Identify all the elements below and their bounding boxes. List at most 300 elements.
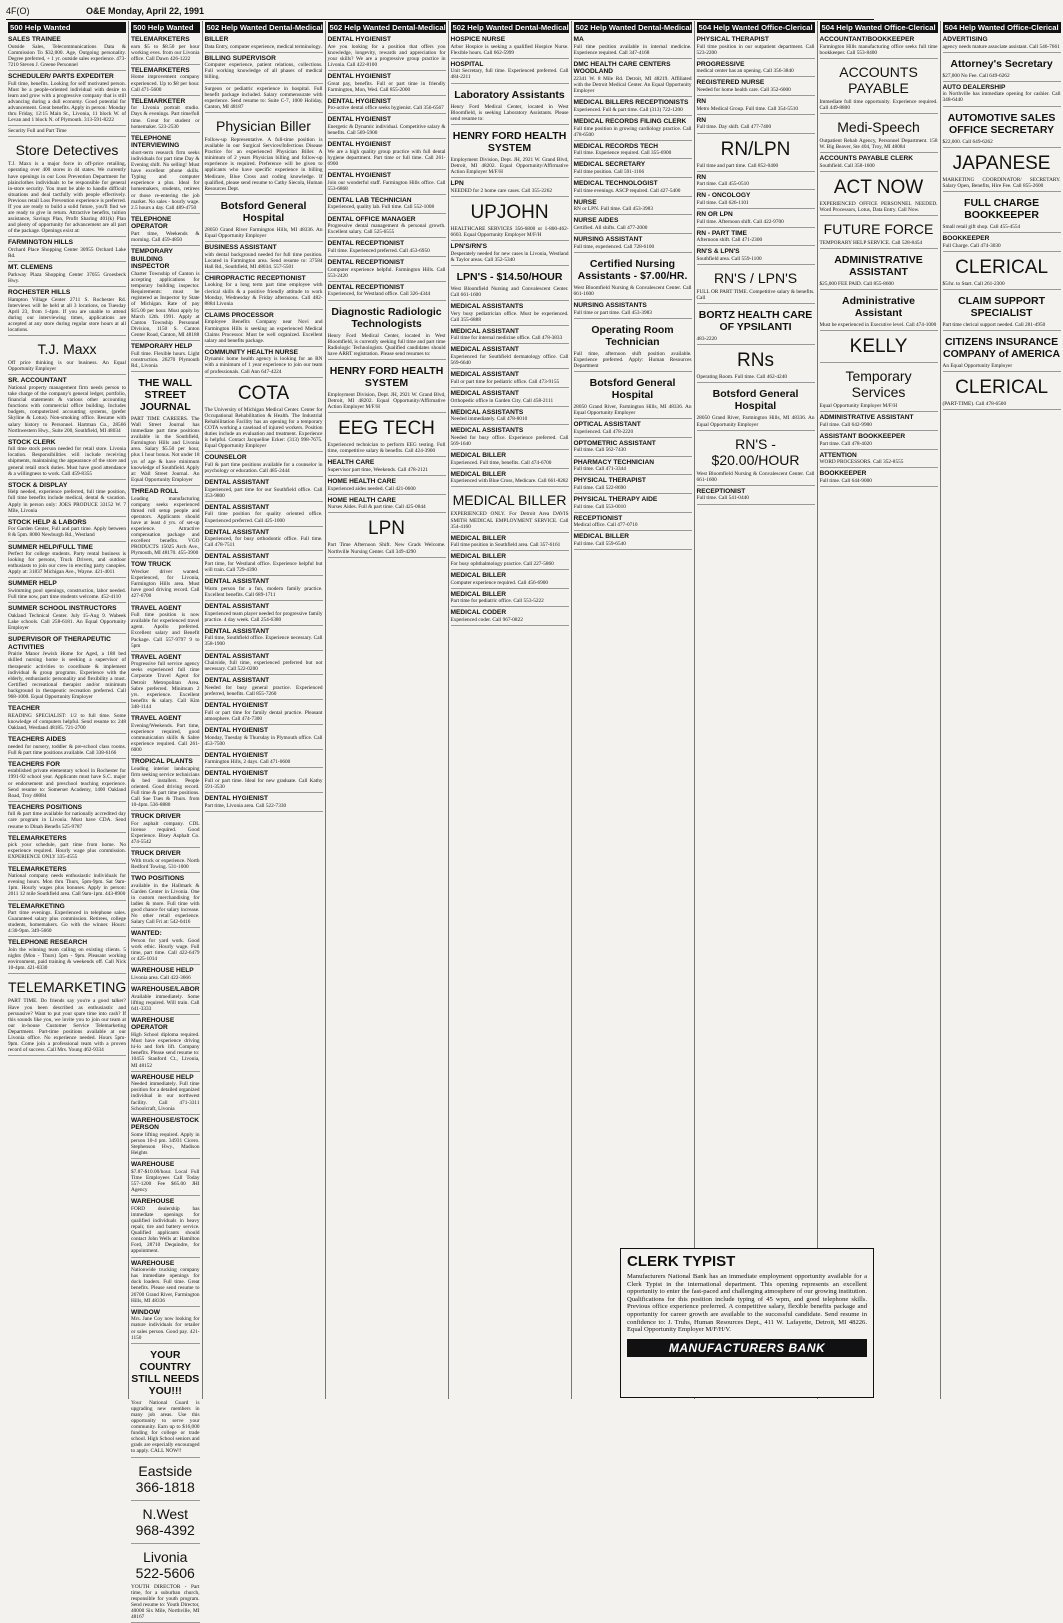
ad-title: SUMMER SCHOOL INSTRUCTORS <box>8 605 117 613</box>
classified-ad <box>820 173 938 216</box>
classified-ad <box>328 496 446 514</box>
ad-body: Computer experience helpful. Farmington Hills. Call 553-2420 <box>327 266 447 279</box>
classified-ad <box>328 140 446 170</box>
ad-body: Full time. Flexible hours. Light construction. 26270 Plymouth Rd., Livonia <box>131 350 201 369</box>
ad-title: Botsford General Hospital <box>589 377 676 401</box>
ad-body: Prairie Manor Jewish Home for Aged, a 188 bed skilled nursing home is seeking a supervisor of therapeutic activities to coordinate & implement individual & group programs. Experience with the elderly, enthusiastic personality and flexibility a must. Certified recreational therapist and/or minimum background in therapeutic recreation preferred. Call 968-1000. Equal Opportunity Employer <box>8 651 128 700</box>
clerk-body: Manufacturers National Bank has an immediate employment opportunity available for a Clerk Typist in the international department. This opening represents an excellent opportunity to enter the fast-paced and challenging atmosphere of our growing institution. Qualifications for this position include typing of 45 wpm, and good telephone skills. Previous office experience preferred. A competitive salary, flexible benefits package and opportunity for career growth are available to the successful candidate. Send resume in confidence to: J. Truhs, Human Resources Dept., 411 W. Lafayette, Detroit, MI 48226. Equal Opportunity Employer M/F/H/V. <box>627 1273 867 1334</box>
ad-title: LPN <box>368 518 405 540</box>
ad-title: PHARMACY TECHNICIAN <box>573 458 654 466</box>
classified-ad <box>131 1073 200 1115</box>
ad-title: TRUCK DRIVER <box>131 813 181 821</box>
classified-ad <box>205 552 323 576</box>
section-header: 502 Help Wanted Dental-Medical <box>329 23 446 32</box>
ad-body: Full time, experienced. Call 728-6100 <box>573 243 655 250</box>
classified-ad <box>574 532 692 550</box>
ad-body: Employee Benefits Company near Novi and Farmington Hills is seeking an experienced Medical Claims Processor. Must be well organized. Excellent salary and benefits package. <box>204 319 324 344</box>
ad-body: PART TIME CAREERS. The Wall Street Journal has immediate part time positions available in the Southfield, Farmington Hills and Livonia area. Salary $5.50 per hour, plus 1 hour bonus. Not under 18 yrs of age & have minimum knowledge of Southfield. Apply at: Wall Street Journal. An Equal Opportunity Employer <box>131 415 201 483</box>
ads-list <box>820 35 938 487</box>
ad-body: Farmington Hills, 2 days. Call 471-0600 <box>204 759 291 766</box>
ad-title: DENTAL ASSISTANT <box>204 479 270 487</box>
classified-ad <box>451 60 569 84</box>
ad-title: LPN'S/RN'S <box>450 243 487 250</box>
ad-body: (PART-TIME). Call 478-6500 <box>942 400 1007 407</box>
ad-body: RN or LPN. Full time. Call 453-3983 <box>573 206 653 213</box>
ad-body: Full time. Call 541-0440 <box>696 495 749 502</box>
ad-body: $7.87-$10.00/hour. Local Full Time Employees Call Today 557-1200 Fee $65.00 JHI Agency <box>131 1168 201 1194</box>
classified-ad <box>820 364 938 412</box>
ad-body: Leading interior landscaping firm seeking service technicians & bed installers. People oriented. Good driving record. Full time & part time positions. Call Sue Tues & Thurs. from 10-4pm. 536-8880 <box>131 765 201 809</box>
column-5 <box>449 21 572 1399</box>
ad-title: DENTAL ASSISTANT <box>204 677 270 685</box>
ad-title: TELEMARKETER <box>131 97 186 105</box>
ad-body: Parkway Plaza Shopping Center 37055 Groesbeck Hwy. <box>8 271 128 284</box>
ad-title: MEDICAL ASSISTANTS <box>450 302 524 310</box>
ad-body: Progressive dental management & personal growth. Excellent salary. Call 525-6555 <box>327 223 447 236</box>
ad-body: Needed immediately. Full time position for a detailed organized individual in our northwest facility. Call 471-3311 Schoolcraft, Livonia <box>131 1081 201 1112</box>
classified-ad <box>131 560 200 602</box>
ad-body: Full or part time. Ideal for new graduate. Call Kathy 591-3530 <box>204 777 324 791</box>
ad-body: Full time. Call 471-3344 <box>573 466 626 473</box>
classified-ad <box>131 1545 200 1623</box>
ad-body: Full time evenings. ASCP required. Call 427-5400 <box>573 187 681 194</box>
classified-ad <box>131 757 200 811</box>
classified-ad <box>205 311 323 347</box>
ad-title: RN <box>696 173 707 181</box>
ad-title: Laboratory Assistants <box>454 88 565 101</box>
classified-ad <box>697 229 815 247</box>
classified-ad <box>131 929 200 965</box>
ad-body: Monday, Tuesday & Thursday in Plymouth office. Call 453-7500 <box>204 734 324 747</box>
classified-ad <box>131 1308 200 1344</box>
ad-title: Store Detectives <box>15 142 119 159</box>
classified-ad <box>574 179 692 197</box>
classified-ad <box>574 35 692 59</box>
ad-body: with dental background needed for full time position. Located in Farmington area. Send resume to: 37584 Hall Rd., Southfield, MI 48034. 557-5501 <box>204 251 324 270</box>
ad-title: HENRY FORD HEALTH SYSTEM <box>329 364 444 389</box>
ad-body: full time stock person needed for retail store. Livonia location. Responsibilities will include receiving shipments, maintaining the appearance of the store and general retail stock duties. Must have good attendance & a willingness to work. Call 459-8355 <box>8 446 128 477</box>
column-1 <box>6 21 129 1399</box>
ad-title: CLERICAL <box>955 376 1049 398</box>
classified-ad <box>574 301 692 319</box>
classified-ad <box>820 60 938 114</box>
ad-title: CLERICAL <box>955 256 1049 278</box>
ad-title: WAREHOUSE/LABOR <box>131 986 200 993</box>
ad-title: BOOKKEEPER <box>942 234 990 242</box>
ad-title: TEACHERS FOR <box>8 760 61 768</box>
ad-title: STOCK HELP & LABORS <box>8 518 87 526</box>
ad-body: Employment Division, Dept. JH, 2921 W. Grand Blvd, Detroit, MI 48202. Equal Opportunity/Affirmative Action Employer M/F/H <box>327 391 447 411</box>
ad-body: High School diploma required. Must have experience driving hi-lo and fork lift. Company benefits. Please send resume to: 10455 Stanford Ct., Livonia, MI 48152 <box>131 1032 201 1069</box>
ad-body: Operating Room. Full time. Call 462-4240 <box>696 374 787 381</box>
classified-ad <box>8 803 126 833</box>
ad-title: MEDICAL ASSISTANT <box>450 371 519 379</box>
ad-title: DENTAL HYGIENIST <box>204 726 269 734</box>
ad-title: DENTAL ASSISTANT <box>204 627 270 635</box>
ad-title: Temporary Services <box>845 368 912 401</box>
classified-ad <box>205 577 323 601</box>
ad-body: Experienced. Call 478-2220 <box>573 428 634 435</box>
classified-ad <box>328 171 446 195</box>
ad-body: Security Full and Part Time <box>8 128 67 135</box>
ad-title: REGISTERED NURSE <box>696 79 765 87</box>
ad-body: NEEDED for 2 home care cases. Call 355-2262 <box>450 187 553 194</box>
ad-title: MEDICAL ASSISTANT <box>450 346 519 354</box>
classified-ad <box>8 579 126 603</box>
classified-ad <box>820 332 938 363</box>
ad-body: Help needed, experience preferred, full time position, full time benefits include medical, dental & vacation. Apply in person only: JOES PRODUCE 33152 W. 7 Mile, Livonia <box>8 489 128 514</box>
ad-title: JAPANESE <box>952 152 1051 174</box>
ad-title: NURSING ASSISTANTS <box>573 302 647 310</box>
ad-title: HOME HEALTH CARE <box>327 478 396 486</box>
ad-title: TELEMARKETERS <box>131 36 190 43</box>
ad-title: TELEPHONE INTERVIEWING <box>131 134 180 150</box>
ad-title: MEDICAL BILLER <box>450 470 507 478</box>
clerk-typist-ad <box>620 1248 874 1398</box>
ad-body: Part time, Weekends & morning. Call 459-4850 <box>131 231 201 244</box>
classified-ad <box>574 514 692 532</box>
ad-title: RNs <box>737 350 774 372</box>
ad-title: HEALTH CARE <box>327 459 375 467</box>
ad-body: T.J. Maxx is a major force in off-price retailing, operating over 400 stores in 44 states. We currently have openings in our Loss Prevention Department for plainclothes individuals to be responsible for general in-store security. You must be able to handle difficult situations and deal tactfully with people effectively. Previous retail Loss Prevention experience is preferred. If you are ready to build a solid future, you'll find we are ready to give in return. Attractive benefits, tuition assistance, Savings Plan, Profit Sharing 401(k) Plan and plenty of opportunity for advancement are all part of the package. Openings exist at: <box>8 161 128 235</box>
ad-body: PART TIME. Do friends say you're a good talker? Have you been described as enthusiastic and persuasive? Want to put your spare time into cash? If this sounds like you, we invite you to join our team at our in-house Customer Service Telemarketing Department. Part-time positions available at our Livonia office. No experience needed. Hours 5pm-9pm. Come join a professional team with a proven record of success. Call Mrs. Young 462-9334 <box>8 998 128 1054</box>
classified-ad <box>131 247 200 341</box>
ad-title: DENTAL ASSISTANT <box>204 553 270 561</box>
ad-title: SUMMER HELP/FULL TIME <box>8 543 93 551</box>
ad-title: TRUCK DRIVER <box>131 850 181 858</box>
classified-ad <box>8 138 126 237</box>
ad-body: Computer experience, patient relations, collections. Full working knowledge of all phases of medical billing. <box>204 62 324 81</box>
classified-ad <box>8 127 126 137</box>
ad-body: Full & part time positions available for a counselor in psychology or education. Call 485-2444 <box>204 461 324 474</box>
ad-title: KELLY <box>849 336 908 358</box>
ad-body: MARKETING COORDINATOR/ SECRETARY. Salary Open, Benefits, Hire Fee. Call 855-2600 <box>942 176 1062 189</box>
classified-ad <box>820 35 938 59</box>
ads-list <box>131 35 200 1623</box>
classified-ad <box>451 370 569 388</box>
classified-ad <box>131 874 200 928</box>
ad-title: WAREHOUSE HELP <box>131 1073 194 1081</box>
classified-ad <box>131 134 200 214</box>
ad-body: Full or part time for family dental practice. Pleasant atmosphere. Call 474-7300 <box>204 709 324 722</box>
classified-ad <box>8 438 126 480</box>
classified-ad <box>131 1016 200 1072</box>
ad-body: short-term research firm seeks individuals for part time Day & Evening shift. No selling! Must have excellent phone skills. Typing and computer experience a plus. Ideal for homemakers, students, retirees or those re-entering the job market. No sales - hourly wage. 2.5 hours a day. Call 489-4750 <box>131 149 201 211</box>
ad-title: DENTAL ASSISTANT <box>204 603 270 610</box>
ad-body: Evening/Weekends. Part time, experience required, good communication skills & Sabre experience required. Call 261-6000 <box>131 722 201 753</box>
classified-ad <box>205 453 323 477</box>
ad-body: Full time and part time. Call 852-0400 <box>696 162 779 169</box>
ad-title: FARMINGTON HILLS <box>8 239 74 247</box>
ad-body: TEMPORARY HELP SERVICE. Call 528-8454 <box>819 240 923 247</box>
ad-body: West Bloomfield Nursing and Convalescent Center. Call 661-1600 <box>450 285 570 298</box>
ad-title: RECEPTIONIST <box>573 514 623 522</box>
ad-body: Orchard Place Shopping Center 30955 Orchard Lake Rd. <box>8 247 128 260</box>
ad-title: ACCOUNTS PAYABLE <box>839 63 918 96</box>
classified-ad <box>451 327 569 345</box>
ad-body: Part time evenings. Experienced in telephone sales. Guaranteed salary plus commission. Retirees, college students, homemakers. Go with the winner. Hours: 4:30-9pm. 349-5660 <box>8 910 128 935</box>
classified-ad <box>943 373 1061 410</box>
classified-ad <box>451 571 569 589</box>
ad-body: Hampton Village Center 2711 S. Rochester Rd. Interviews will be held at all 3 locations, on Tuesday April 23, from 1-4pm. If you are unable to attend during our interviewing times, applications are accepted at any store during regular store hours at all locations. <box>8 296 128 334</box>
ad-title: HOSPICE NURSE <box>450 36 506 43</box>
ad-body: Computer experience required. Call 456-6900 <box>450 579 549 586</box>
ad-body: With truck or experience. North Redford Towing. 531-1000 <box>131 857 201 870</box>
ad-body: Nurses Aides. Full & part time. Call 425-0844 <box>327 504 426 511</box>
ad-body: Full time. Experience required. Call 355-6900 <box>573 150 672 157</box>
ad-title: DENTAL HYGIENIST <box>327 172 392 180</box>
classified-ad <box>697 384 815 430</box>
classified-ad <box>943 108 1061 148</box>
classified-ad <box>131 604 200 652</box>
classified-ad <box>697 116 815 134</box>
ad-body: Medical office. Call 477-0710 <box>573 522 638 529</box>
ad-body: Southfield area. Call 559-1100 <box>696 255 762 262</box>
ad-body: Energetic & Dynamic individual. Competitive salary & benefits. Call 569-5900 <box>327 124 447 137</box>
ad-body: Full time position in our outpatient department. Call 523-2200 <box>696 43 816 56</box>
ad-title: FUTURE FORCE <box>823 221 934 238</box>
ad-body: Off price thinking is our business. An Equal Opportunity Employer <box>8 360 128 373</box>
classified-ad <box>328 283 446 301</box>
ad-title: RN OR LPN <box>696 211 733 218</box>
section-header: 502 Help Wanted Dental-Medical <box>575 23 692 32</box>
ads-list <box>451 35 569 626</box>
ad-body: Your National Guard is upgrading new members in many job areas. Use this opportunity to serve your community. Earn up to $16,000 funding for college or trade school. High School seniors and grads are especially encouraged to apply. CALL NOW!! <box>131 1399 201 1455</box>
ad-title: DENTAL RECEPTIONIST <box>327 259 405 267</box>
ad-body: Experienced for Southfield dermatology office. Call 569-6640 <box>450 354 570 367</box>
ad-body: 28050 Grand River Farmington Hills, MI 48336. An Equal Opportunity Employer <box>204 226 324 239</box>
ads-list <box>205 35 323 812</box>
ad-body: For asphalt company. CDL license required. Good Experience. Bisey Asphalt Co. 474-5542 <box>131 820 201 846</box>
ad-title: TELEMARKETING <box>8 979 127 996</box>
classified-ad <box>451 608 569 626</box>
classified-ad <box>820 115 938 153</box>
classified-ad <box>451 302 569 326</box>
ad-body: Supervisor part time, Weekends. Call 478-2121 <box>327 466 429 473</box>
classified-ad <box>205 602 323 626</box>
ad-body: Henry Ford Medical Center, located in West Bloomfield, is currently seeking full time and part time Radiologic Technologists. Qualified candidates should have ARRT registration. Please send resumes to: <box>327 332 447 357</box>
ad-body: For Garden Center, Full and part time. Apply between 8 & 5pm. 8000 Newburgh Rd., Westland <box>8 526 128 539</box>
ad-body: Wrecker driver wanted. Experienced, for Livonia, Farmington Hills area. Must have good driving record. Call 427-6700 <box>131 569 201 600</box>
classified-ad <box>8 834 126 864</box>
classified-ad <box>205 652 323 676</box>
classified-ad <box>328 258 446 282</box>
ad-body: Small retail gift shop. Call 455-4554 <box>942 223 1021 230</box>
ad-title: DENTAL RECEPTIONIST <box>327 283 405 291</box>
ad-title: CHIROPRACTIC RECEPTIONIST <box>204 274 306 282</box>
ad-body: Orthopedic office in Garden City. Call 458-2111 <box>450 397 554 404</box>
classified-ad <box>943 234 1061 252</box>
classified-ad <box>205 751 323 769</box>
ad-body: Immediate full time opportunity. Experience required. Call 449-8800 <box>819 98 939 111</box>
ad-body: Full time, Southfield office. Experience necessary. Call 358-1900 <box>204 635 324 648</box>
ad-body: agency needs mature associate assistant. Call 546-7661 <box>942 43 1060 50</box>
classified-ad <box>328 302 446 360</box>
ad-title: RN'S & LPN'S <box>696 248 740 256</box>
section-header: 500 Help Wanted <box>131 22 200 33</box>
classified-ad <box>8 735 126 759</box>
ad-body: Full time position. Call 591-1166 <box>573 169 645 175</box>
ad-title: DENTAL ASSISTANT <box>204 578 270 586</box>
ad-body: Full time position in Southfield area. Call 357-6161 <box>450 542 561 549</box>
classified-ad <box>820 250 938 290</box>
ad-body: 28050 Grand River, Farmington Hills, MI 48336. An Equal Opportunity Employer <box>573 404 693 417</box>
ad-title: TRAVEL AGENT <box>131 715 182 723</box>
classified-ad <box>8 376 126 436</box>
classified-ad <box>697 247 815 265</box>
ad-body: Must be experienced in Executive level. Call 474-1000 <box>819 322 937 329</box>
ad-body: Experienced. Full & part time. Call (313) 722-1200 <box>573 106 683 113</box>
ad-title: STOCK CLERK <box>8 438 56 446</box>
ad-body: Looking for a long term part time employee with clerical skills & a positive friendly attitude to work Monday, Wednesday & Friday afternoons. Call 482-8884 Livonia <box>204 282 324 307</box>
ad-title: TRAVEL AGENT <box>131 653 182 661</box>
ad-title: MEDICAL BILLER <box>450 534 507 542</box>
ad-title: NURSE AIDES <box>573 217 619 225</box>
classified-ad <box>697 487 815 505</box>
classified-ad <box>697 78 815 96</box>
classified-ad <box>697 35 815 59</box>
ad-title: BUSINESS ASSISTANT <box>204 243 277 251</box>
ad-title: ACT NOW <box>833 176 924 198</box>
ad-title: DENTAL HYGIENIST <box>204 795 269 803</box>
classified-ad <box>328 196 446 214</box>
ad-title: TROPICAL PLANTS <box>131 758 193 766</box>
ad-body: Surgeon or pediatric experience in hospital. Full benefit package included. Salary commensurate with experience. Send resume to: Suite C-7, 1000 Holiday, Canton, MI 48187 <box>204 85 324 110</box>
ad-title: Operating Room Technician <box>591 323 674 348</box>
classified-ad <box>8 704 126 734</box>
classified-ad <box>131 1459 200 1501</box>
ad-body: Henry Ford Medical Center, located in West Bloomfield, is seeking Laboratory Assistants. Please send resume to: <box>450 103 570 122</box>
ad-body: pick your schedule, part time from home. No experience required. Hourly wage plus commission. EXPERIENCE ONLY 335-4555 <box>8 842 128 861</box>
section-header: 500 Help Wanted <box>8 22 126 33</box>
ad-title: ACCOUNTANT/BOOKKEEPER <box>819 36 915 43</box>
classified-ad <box>943 253 1061 290</box>
ad-body: Oakland Technical Center. July 15-Aug 9. Wabeek Lake schools. Call 258-6181. An Equal Opportunity Employer <box>8 612 128 632</box>
ad-body: EXPERIENCED OFFICE PERSONNEL NEEDED. Word Processors, Lotus, Data Entry. Call Now. <box>819 200 939 213</box>
ad-title: NURSING ASSISTANT <box>573 236 643 244</box>
ad-body: Part time for pediatric office. Call 553-5222 <box>450 598 544 605</box>
ad-title: TELEMARKETERS <box>8 834 67 842</box>
column-3 <box>203 21 326 1399</box>
classified-ad <box>131 849 200 873</box>
ad-title: TELEPHONE OPERATOR <box>131 215 172 231</box>
ad-body: YOUTH DIRECTOR - Part time, for a suburban church, responsible for youth program. Send resume to: Youth Director, 40000 Six Mile, Northville, MI 48167 <box>131 1583 201 1620</box>
classified-ad <box>8 337 126 375</box>
classified-ad <box>574 60 692 97</box>
ad-title: WANTED: <box>131 930 162 938</box>
ad-body: Great pay, benefits. Full or part time in friendly Farmington, Mon, Wed. Call 855-2000 <box>327 80 447 93</box>
classified-ad <box>451 408 569 426</box>
classified-ad <box>943 291 1061 331</box>
ad-title: MEDICAL BILLER <box>450 572 507 580</box>
ad-title: MEDICAL CODER <box>450 609 507 617</box>
classified-ad <box>131 1116 200 1160</box>
ad-body: READING SPECIALIST: 1/2 to full time. Some knowledge of computers helpful. Send resume to: 248 Oakland, Westland 48185. 721-2700 <box>8 712 128 731</box>
classified-ad <box>943 83 1061 107</box>
classified-ad <box>697 210 815 228</box>
ad-body: Are you looking for a position that offers you knowledge, longevity, rewards and appreciation for your skills? We are a progressive group practice in Livonia. Call 422-8100 <box>327 43 447 68</box>
classified-ad <box>205 627 323 651</box>
classified-ad <box>205 85 323 113</box>
classified-ad <box>574 216 692 234</box>
ad-body: Some lifting required. Apply in person 10-4 pm. 34931 Cicero. Stephenson Hwy., Madison Heights <box>131 1131 201 1157</box>
page-number: 4F(O) <box>6 6 30 16</box>
ad-body: Needed for busy office. Experience preferred. Call 569-1640 <box>450 434 570 447</box>
ad-body: Mrs. Jane Coy now looking for mature individuals for retailer or sales person. Good pay. 421-1150 <box>131 1316 201 1341</box>
ad-body: $22,000. Call 649-6262 <box>942 138 993 145</box>
classified-ad <box>697 173 815 191</box>
classified-ad <box>574 373 692 419</box>
ad-body: Full time position in growing cardiology practice. Call 478-6500 <box>573 125 693 138</box>
ad-title: TEACHERS AIDES <box>8 735 67 743</box>
classified-ad <box>451 590 569 608</box>
ad-title: MEDICAL BILLER <box>450 553 507 561</box>
ad-title: SALES TRAINEE <box>8 36 61 43</box>
ad-title: DMC HEALTH CARE CENTERS WOODLAND <box>573 60 671 76</box>
ad-body: Join our wonderful staff. Farmington Hills office. Call 553-6868 <box>327 179 447 192</box>
ad-title: RN/LPN <box>720 138 791 160</box>
classified-ad <box>328 72 446 96</box>
ad-title: ADMINISTRATIVE ASSISTANT <box>819 414 914 422</box>
classified-ad <box>8 635 126 703</box>
ad-title: DENTAL RECEPTIONIST <box>327 240 405 248</box>
ad-body: Farmington Hills manufacturing office seeks full time bookkeeper. Call 553-8400 <box>819 43 939 56</box>
ad-body: Nationwide trucking company has immediate openings for dock loaders. Full time. Great benefits. Please send resume to 26700 Grand River, Farmington Hills, MI 48336 <box>131 1267 201 1304</box>
ad-title: DENTAL ASSISTANT <box>204 652 270 660</box>
ad-body: 483-2220 <box>696 336 717 343</box>
ad-title: UPJOHN <box>470 201 549 223</box>
classified-ad <box>451 488 569 532</box>
ad-title: RN - ONCOLOGY <box>696 192 751 200</box>
ad-body: Arbor Hospice is seeking a qualified Hospice Nurse. Flexible hours. Call 662-5999 <box>450 43 570 56</box>
classified-ad <box>328 239 446 257</box>
classified-ad <box>697 191 815 209</box>
classified-ad <box>8 518 126 542</box>
classified-ad <box>131 1345 200 1458</box>
classified-ad <box>697 97 815 115</box>
classified-ad <box>451 242 569 266</box>
ad-body: Experienced coder. Call 967-0822 <box>450 617 523 624</box>
ad-body: needed for nursery, toddler & pre-school class rooms. Full & part time positions available. Call 338-6166 <box>8 743 128 756</box>
ad-title: COMMUNITY HEALTH NURSE <box>204 348 299 356</box>
classified-ad <box>943 332 1061 372</box>
ad-body: Unit Secretary, full time. Experienced preferred. Call 484-2211 <box>450 68 570 81</box>
classified-ad <box>8 35 126 71</box>
section-header: 502 Help Wanted Dental-Medical <box>206 23 323 32</box>
section-header: 504 Help Wanted Office-Clerical <box>821 23 936 32</box>
classified-ad <box>574 98 692 116</box>
columns <box>6 21 1062 1620</box>
ad-body: Person for yard work. Good work ethic. Hourly wage. Full time, part time. Call 422-6479 or 425-1014 <box>131 937 201 963</box>
ad-title: TELEPHONE RESEARCH <box>8 939 88 947</box>
ad-body: Experienced. Full time, benefits. Call 474-6700 <box>450 459 552 466</box>
ad-title: SCHEDULER/ PARTS EXPEDITER <box>8 72 114 80</box>
ad-title: OPTICAL ASSISTANT <box>573 421 641 429</box>
classified-ad <box>131 1160 200 1196</box>
ad-body: Full time. Call 644-9000 <box>819 478 872 485</box>
classified-ad <box>205 701 323 725</box>
ad-title: N.West 968-4392 <box>135 1505 195 1538</box>
ad-title: DENTAL HYGIENIST <box>327 97 392 105</box>
classified-ad <box>205 676 323 700</box>
ad-body: Pro-active dental office seeks hygienist. Call 356-6567 <box>327 105 444 112</box>
ad-body: Full time, benefits. Looking for self motivated person. Must be a people-oriented individual with desire to learn and grow with a progressive company that is still advancing during a dull economy. Good potential for advancement. Great benefits. Apply in person: Monday thru Friday, 12:15 Main St., Livonia, 11 block W. of Levan and 1 block N. of Plymouth. 313-591-8222 <box>8 80 128 124</box>
ad-title: RECEPTIONIST <box>696 487 746 495</box>
ad-body: Part time. Call 455-0510 <box>696 181 749 188</box>
ad-title: ADVERTISING <box>942 36 988 43</box>
ad-title: AUTOMOTIVE SALES OFFICE SECRETARY <box>947 111 1056 136</box>
classified-ad <box>131 373 200 486</box>
